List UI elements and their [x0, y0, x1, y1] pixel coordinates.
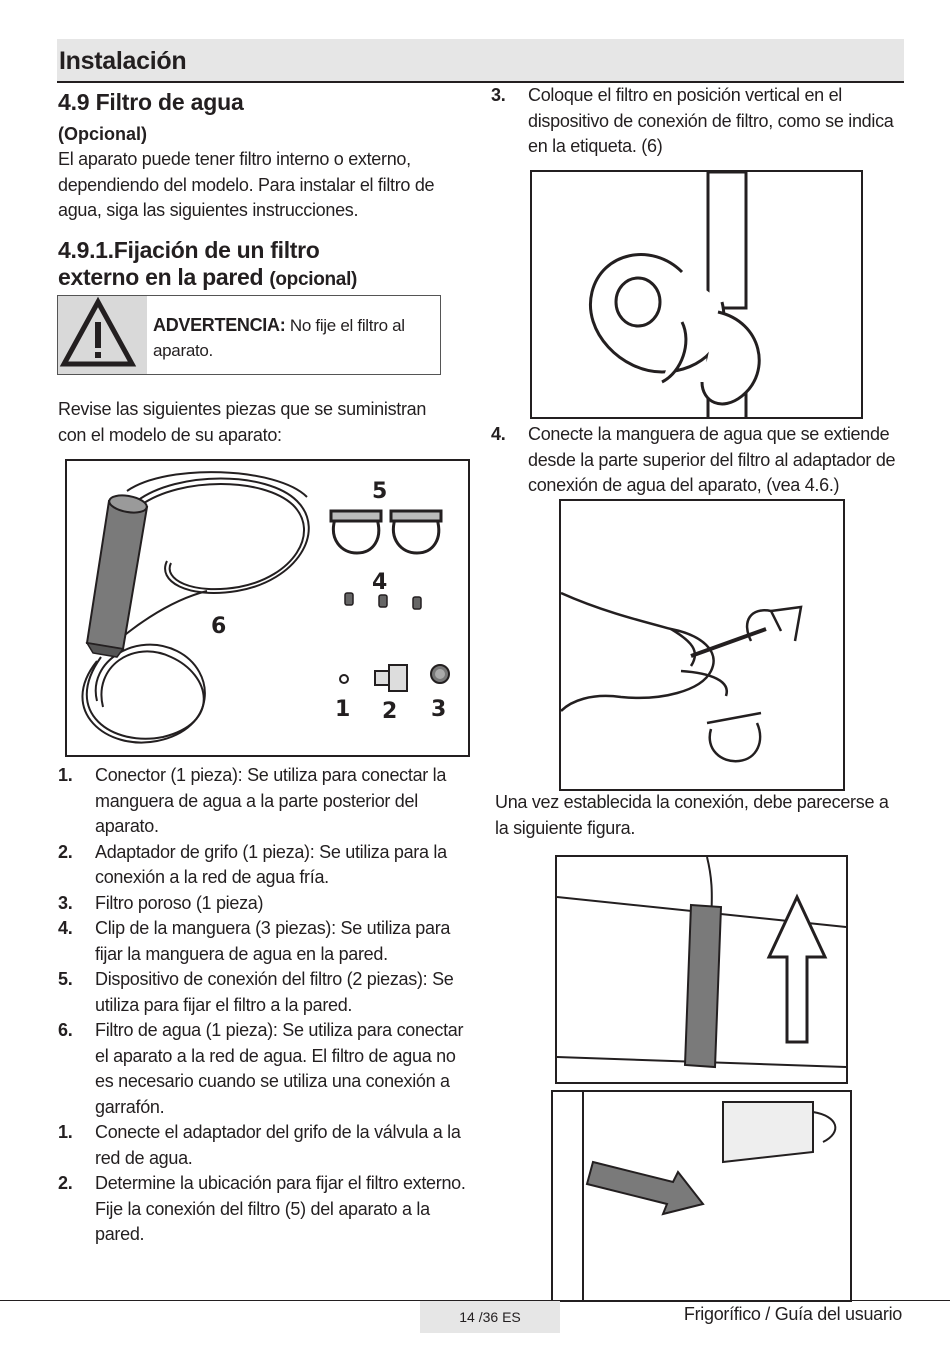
installed-filter-figure	[555, 855, 848, 1084]
appliance-back-illustration	[553, 1092, 850, 1300]
list-item: 4. Conecte la manguera de agua que se extiende desde la parte superior del filtro al adaptador de conexión de agua del aparato, (vea 4.6.)	[491, 424, 896, 495]
connection-note: Una vez establecida la conexión, debe parecerse a la siguiente figura.	[495, 792, 889, 838]
connector-drawing	[340, 675, 348, 683]
installed-filter-illustration	[557, 857, 846, 1082]
list-item: 6. Filtro de agua (1 pieza): Se utiliza para conectar el aparato a la red de agua. El filtro de agua no es necesario cuando se utiliza una conexión a garrafón.	[58, 1020, 464, 1117]
header-title: Instalación	[59, 47, 187, 75]
header-bar	[57, 39, 904, 83]
subsection-title-line2: externo en la pared	[58, 264, 264, 290]
parts-label-6: 6	[211, 614, 227, 639]
step-3	[491, 83, 899, 160]
tap-adapter-drawing	[375, 665, 407, 691]
warning-box	[57, 295, 441, 375]
hose-connection-figure	[559, 499, 845, 791]
warning-icon-bg	[58, 296, 147, 374]
section-title: 4.9 Filtro de agua	[58, 89, 244, 115]
subsection-title	[58, 237, 448, 293]
section-optional: (Opcional)	[58, 124, 147, 144]
parts-list	[58, 763, 470, 1248]
list-item: 3. Filtro poroso (1 pieza)	[58, 892, 264, 913]
subsection-title-line1: 4.9.1.Fijación de un filtro	[58, 237, 320, 263]
filter-cartridge-drawing	[87, 493, 148, 657]
parts-label-4: 4	[372, 570, 388, 595]
list-item: 2. Adaptador de grifo (1 pieza): Se utiliza para la conexión a la red de agua fría.	[58, 841, 447, 887]
hose-clips-drawing	[345, 593, 421, 609]
subsection-title-optional: (opcional)	[269, 269, 358, 290]
list-item: 3. Coloque el filtro en posición vertical en el dispositivo de conexión de filtro, como se indica en la etiqueta. (6)	[491, 85, 894, 156]
list-item: 4. Clip de la manguera (3 piezas): Se utiliza para fijar la manguera de agua en la pared.	[58, 918, 451, 964]
list-item: 1. Conecte el adaptador del grifo de la válvula a la red de agua.	[58, 1122, 461, 1168]
list-item: 1. Conector (1 pieza): Se utiliza para conectar la manguera de agua a la parte posterior del aparato.	[58, 765, 447, 836]
footer-title: Frigorífico / Guía del usuario	[683, 1304, 902, 1324]
warning-text-block	[153, 313, 433, 363]
parts-label-5: 5	[372, 479, 388, 504]
warning-label: ADVERTENCIA:	[153, 315, 286, 335]
parts-label-3: 3	[431, 697, 447, 722]
page-number: 14 /36 ES	[420, 1301, 560, 1333]
appliance-back-figure	[551, 1090, 852, 1302]
hose-connection-illustration	[561, 501, 843, 789]
warning-triangle-icon	[58, 296, 147, 374]
parts-figure	[65, 459, 470, 757]
connector-clips-drawing	[331, 511, 441, 553]
warning-text: No fije el filtro al aparato.	[153, 316, 405, 360]
filter-mount-figure	[530, 170, 863, 419]
parts-label-2: 2	[382, 699, 398, 724]
parts-illustration	[67, 461, 468, 755]
filter-mount-illustration	[532, 172, 861, 417]
list-item: 2. Determine la ubicación para fijar el filtro externo. Fije la conexión del filtro (5) del aparato a la pared.	[58, 1173, 466, 1244]
step-4	[491, 422, 899, 499]
parts-intro: Revise las siguientes piezas que se suministran con el modelo de su aparato:	[58, 399, 427, 445]
list-item: 5. Dispositivo de conexión del filtro (2 piezas): Se utiliza para fijar el filtro a la pared.	[58, 969, 454, 1015]
section-intro: El aparato puede tener filtro interno o externo, dependiendo del modelo. Para instalar el filtro de agua, siga las siguientes instrucciones.	[58, 149, 435, 220]
parts-label-1: 1	[335, 697, 351, 722]
